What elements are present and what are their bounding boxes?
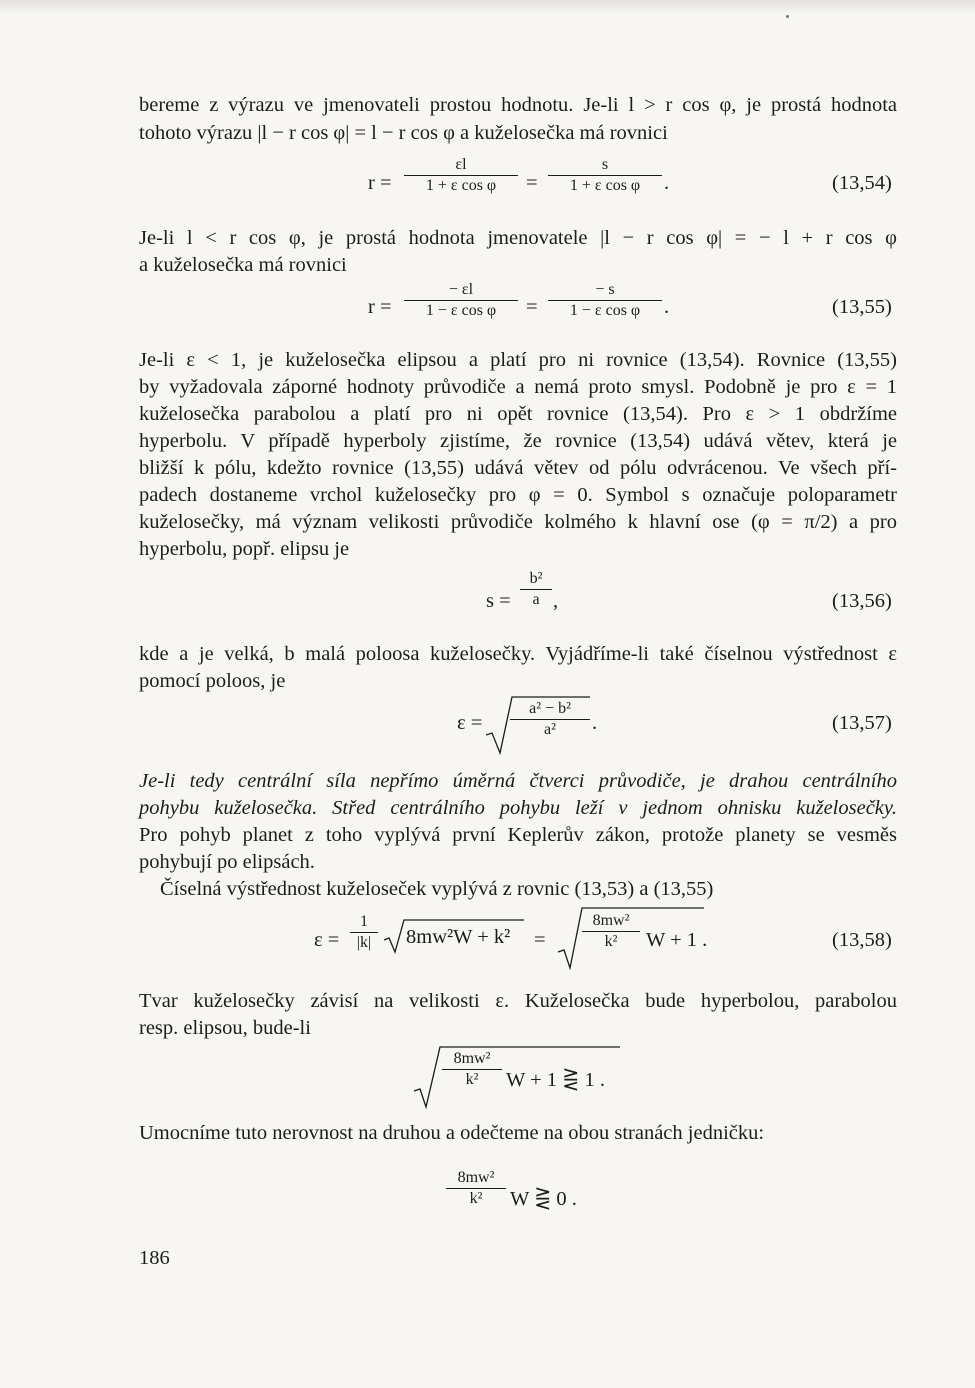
period: . xyxy=(664,296,670,318)
text-line: tohoto výrazu |l − r cos φ| = l − r cos φ a kuželosečka má rovnici xyxy=(139,122,668,144)
denominator: k² xyxy=(604,933,618,950)
text-line: by vyžadovala záporné hodnoty průvodiče a nemá proto smysl. Podobně je pro ε = 1 xyxy=(139,376,897,398)
denominator: a xyxy=(532,591,540,608)
denominator: 1 + ε cos φ xyxy=(569,177,641,194)
page-number: 186 xyxy=(139,1247,170,1269)
numerator: εl xyxy=(404,156,518,176)
text-line: Umocníme tuto nerovnost na druhou a odečteme na obou stranách jedničku: xyxy=(139,1122,765,1144)
fraction xyxy=(510,700,590,739)
text-line: pomocí poloos, je xyxy=(139,670,286,692)
numerator: 8mw² xyxy=(582,912,640,932)
denominator: k² xyxy=(465,1071,479,1088)
fraction xyxy=(442,1050,502,1089)
eq-lhs: r = xyxy=(368,296,392,318)
scan-edge-shadow xyxy=(0,0,975,14)
equation-number: (13,56) xyxy=(832,590,892,612)
period: . xyxy=(664,172,670,194)
denominator: a² xyxy=(544,721,556,738)
fraction xyxy=(520,570,552,609)
numerator: 1 xyxy=(350,913,378,933)
numerator: − εl xyxy=(404,281,518,301)
fraction xyxy=(548,156,662,195)
text-line: Je-li ε < 1, je kuželosečka elipsou a platí pro ni rovnice (13,54). Rovnice (13,55) xyxy=(139,349,897,371)
inequality-tail: W + 1 ⋛ 1 . xyxy=(506,1069,605,1091)
denominator: 1 − ε cos φ xyxy=(569,302,641,319)
text-line: hyperbolu. V případě hyperboly zjistíme, že rovnice (13,54) udává větev, která je xyxy=(139,430,897,452)
numerator: − s xyxy=(548,281,662,301)
eq-lhs: r = xyxy=(368,172,392,194)
text-line: pohybují po elipsách. xyxy=(139,851,315,873)
equation-number: (13,58) xyxy=(832,929,892,951)
text-line: kuželosečka parabolou a platí pro ni opět rovnice (13,54). Pro ε > 1 obdržíme xyxy=(139,403,897,425)
fraction xyxy=(548,281,662,320)
equals-sign: = xyxy=(534,929,546,951)
fraction xyxy=(582,912,640,951)
theorem-line: Je-li tedy centrální síla nepřímo úměrná čtverci průvodiče, je drahou centrálního xyxy=(139,770,897,792)
text-line: Číselná výstřednost kuželoseček vyplývá z rovnic (13,53) a (13,55) xyxy=(160,878,714,900)
text-line: kde a je velká, b malá poloosa kuželosečky. Vyjádříme-li také číselnou výstřednost ε xyxy=(139,643,897,665)
equals-sign: = xyxy=(526,172,538,194)
eq-lhs: ε = xyxy=(314,929,340,951)
inequality-tail: W ⋛ 0 . xyxy=(510,1188,577,1210)
numerator: 8mw² xyxy=(446,1169,506,1189)
theorem-line: pohybu kuželosečka. Střed centrálního pohybu leží v jednom ohnisku kuželosečky. xyxy=(139,797,897,819)
fraction xyxy=(404,156,518,195)
eq-lhs: s = xyxy=(486,590,511,612)
text-line: padech dostaneme vrchol kuželosečky pro φ = 0. Symbol s označuje poloparametr xyxy=(139,484,897,506)
radicand-tail: W + 1 . xyxy=(646,929,708,951)
denominator: 1 + ε cos φ xyxy=(425,177,497,194)
numerator: a² − b² xyxy=(510,700,590,720)
denominator: k² xyxy=(469,1190,483,1207)
text-line: Pro pohyb planet z toho vyplývá první Keplerův zákon, protože planety se vesměs xyxy=(139,824,897,846)
text-line: hyperbolu, popř. elipsu je xyxy=(139,538,350,560)
text-line: resp. elipsou, bude-li xyxy=(139,1017,311,1039)
radicand: 8mw²W + k² xyxy=(406,926,511,948)
denominator: |k| xyxy=(356,934,372,951)
text-line: Je-li l < r cos φ, je prostá hodnota jmenovatele |l − r cos φ| = − l + r cos φ xyxy=(139,227,897,249)
comma: , xyxy=(553,590,559,612)
equation-number: (13,54) xyxy=(832,172,892,194)
text-line: bereme z výrazu ve jmenovateli prostou hodnotu. Je-li l > r cos φ, je prostá hodnota xyxy=(139,94,897,116)
text-line: kuželosečky, má význam velikosti průvodiče kolmého k hlavní ose (φ = π/2) a pro xyxy=(139,511,897,533)
text-line: Tvar kuželosečky závisí na velikosti ε. Kuželosečka bude hyperbolou, parabolou xyxy=(139,990,897,1012)
text-line: bližší k pólu, kdežto rovnice (13,55) udává větev od pólu odvrácenou. Ve všech pří- xyxy=(139,457,897,479)
numerator: 8mw² xyxy=(442,1050,502,1070)
text-line: a kuželosečka má rovnici xyxy=(139,254,347,276)
scan-speck xyxy=(786,15,789,18)
fraction xyxy=(350,913,378,952)
eq-lhs: ε = xyxy=(457,712,483,734)
numerator: s xyxy=(548,156,662,176)
equation-number: (13,57) xyxy=(832,712,892,734)
fraction xyxy=(404,281,518,320)
equals-sign: = xyxy=(526,296,538,318)
denominator: 1 − ε cos φ xyxy=(425,302,497,319)
numerator: b² xyxy=(520,570,552,590)
equation-number: (13,55) xyxy=(832,296,892,318)
period: . xyxy=(592,712,598,734)
fraction xyxy=(446,1169,506,1208)
